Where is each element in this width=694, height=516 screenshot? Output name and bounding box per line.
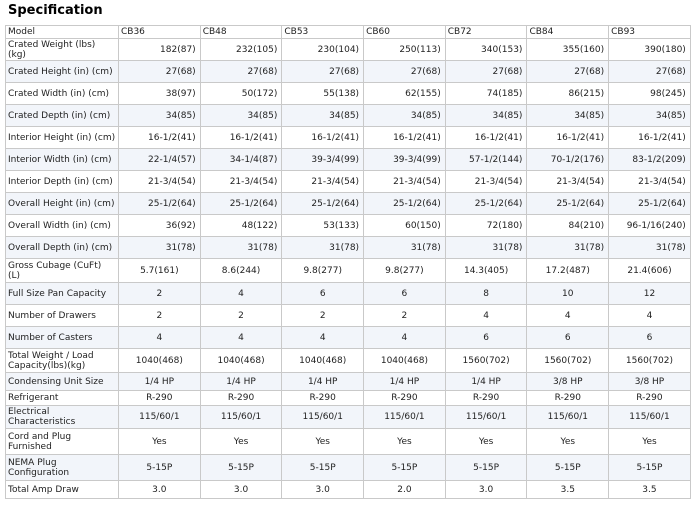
row-label: Full Size Pan Capacity [6, 283, 119, 305]
cell-value: 6 [609, 327, 691, 349]
cell-value: 34(85) [445, 105, 527, 127]
cell-value: 4 [609, 305, 691, 327]
cell-value: 1/4 HP [364, 373, 446, 391]
row-label: Condensing Unit Size [6, 373, 119, 391]
table-row [6, 39, 691, 61]
cell-value: 390(180) [609, 39, 691, 61]
cell-value: 2 [119, 305, 201, 327]
row-label: Cord and Plug Furnished [6, 429, 119, 455]
cell-value: 14.3(405) [445, 259, 527, 283]
cell-value: 1040(468) [200, 349, 282, 373]
header-model-6: CB84 [527, 26, 609, 39]
cell-value: 1560(702) [609, 349, 691, 373]
table-row [6, 215, 691, 237]
cell-value: 3.0 [119, 481, 201, 499]
cell-value: 5-15P [200, 455, 282, 481]
table-row [6, 61, 691, 83]
cell-value: 25-1/2(64) [445, 193, 527, 215]
cell-value: 3.5 [609, 481, 691, 499]
row-label: Total Weight / Load Capacity(lbs)(kg) [6, 349, 119, 373]
cell-value: 25-1/2(64) [527, 193, 609, 215]
cell-value: Yes [364, 429, 446, 455]
cell-value: 16-1/2(41) [364, 127, 446, 149]
cell-value: R-290 [200, 391, 282, 406]
table-row [6, 373, 691, 391]
cell-value: 34-1/4(87) [200, 149, 282, 171]
cell-value: 34(85) [527, 105, 609, 127]
cell-value: 115/60/1 [364, 406, 446, 429]
cell-value: 4 [527, 305, 609, 327]
cell-value: 21.4(606) [609, 259, 691, 283]
cell-value: 57-1/2(144) [445, 149, 527, 171]
cell-value: 4 [445, 305, 527, 327]
cell-value: 6 [364, 283, 446, 305]
cell-value: 182(87) [119, 39, 201, 61]
specification-table [5, 25, 691, 499]
cell-value: 60(150) [364, 215, 446, 237]
row-label: Gross Cubage (CuFt) (L) [6, 259, 119, 283]
cell-value: 31(78) [527, 237, 609, 259]
table-row [6, 237, 691, 259]
cell-value: 27(68) [609, 61, 691, 83]
cell-value: 34(85) [119, 105, 201, 127]
header-model-4: CB60 [364, 26, 446, 39]
cell-value: 27(68) [282, 61, 364, 83]
header-model-2: CB48 [200, 26, 282, 39]
header-model-label: Model [6, 26, 119, 39]
table-row [6, 127, 691, 149]
table-row [6, 455, 691, 481]
row-label: Interior Height (in) (cm) [6, 127, 119, 149]
header-row [6, 26, 691, 39]
table-row [6, 259, 691, 283]
cell-value: 31(78) [364, 237, 446, 259]
cell-value: 232(105) [200, 39, 282, 61]
cell-value: 9.8(277) [282, 259, 364, 283]
table-row [6, 429, 691, 455]
cell-value: R-290 [527, 391, 609, 406]
row-label: Interior Width (in) (cm) [6, 149, 119, 171]
cell-value: 4 [282, 327, 364, 349]
cell-value: 21-3/4(54) [527, 171, 609, 193]
cell-value: 25-1/2(64) [119, 193, 201, 215]
cell-value: 84(210) [527, 215, 609, 237]
cell-value: 6 [527, 327, 609, 349]
table-row [6, 105, 691, 127]
cell-value: 55(138) [282, 83, 364, 105]
cell-value: 3/8 HP [527, 373, 609, 391]
cell-value: 34(85) [364, 105, 446, 127]
row-label: Electrical Characteristics [6, 406, 119, 429]
cell-value: R-290 [609, 391, 691, 406]
header-model-5: CB72 [445, 26, 527, 39]
cell-value: 115/60/1 [119, 406, 201, 429]
cell-value: 86(215) [527, 83, 609, 105]
cell-value: Yes [445, 429, 527, 455]
cell-value: 36(92) [119, 215, 201, 237]
cell-value: 5.7(161) [119, 259, 201, 283]
cell-value: 16-1/2(41) [445, 127, 527, 149]
cell-value: 8.6(244) [200, 259, 282, 283]
cell-value: 2 [364, 305, 446, 327]
cell-value: Yes [119, 429, 201, 455]
header-model-3: CB53 [282, 26, 364, 39]
cell-value: 10 [527, 283, 609, 305]
cell-value: 2 [282, 305, 364, 327]
cell-value: 21-3/4(54) [364, 171, 446, 193]
cell-value: 27(68) [364, 61, 446, 83]
row-label: Overall Depth (in) (cm) [6, 237, 119, 259]
cell-value: 1/4 HP [282, 373, 364, 391]
cell-value: 115/60/1 [200, 406, 282, 429]
cell-value: 1040(468) [364, 349, 446, 373]
cell-value: Yes [527, 429, 609, 455]
cell-value: 31(78) [282, 237, 364, 259]
cell-value: Yes [609, 429, 691, 455]
cell-value: 27(68) [445, 61, 527, 83]
cell-value: 115/60/1 [445, 406, 527, 429]
cell-value: 17.2(487) [527, 259, 609, 283]
table-row [6, 149, 691, 171]
table-row [6, 283, 691, 305]
cell-value: 4 [200, 327, 282, 349]
cell-value: 48(122) [200, 215, 282, 237]
cell-value: 5-15P [282, 455, 364, 481]
cell-value: 4 [119, 327, 201, 349]
cell-value: 34(85) [282, 105, 364, 127]
cell-value: 5-15P [364, 455, 446, 481]
cell-value: 2 [119, 283, 201, 305]
cell-value: 4 [364, 327, 446, 349]
cell-value: 72(180) [445, 215, 527, 237]
cell-value: 25-1/2(64) [364, 193, 446, 215]
cell-value: 115/60/1 [527, 406, 609, 429]
cell-value: 230(104) [282, 39, 364, 61]
cell-value: R-290 [119, 391, 201, 406]
cell-value: 6 [282, 283, 364, 305]
cell-value: 21-3/4(54) [119, 171, 201, 193]
cell-value: 25-1/2(64) [282, 193, 364, 215]
row-label: Refrigerant [6, 391, 119, 406]
cell-value: 16-1/2(41) [119, 127, 201, 149]
cell-value: 3.5 [527, 481, 609, 499]
cell-value: 31(78) [200, 237, 282, 259]
table-row [6, 481, 691, 499]
row-label: Crated Height (in) (cm) [6, 61, 119, 83]
row-label: Overall Height (in) (cm) [6, 193, 119, 215]
cell-value: 1560(702) [527, 349, 609, 373]
table-row [6, 391, 691, 406]
cell-value: 34(85) [200, 105, 282, 127]
cell-value: 3.0 [445, 481, 527, 499]
cell-value: 1/4 HP [119, 373, 201, 391]
cell-value: 83-1/2(209) [609, 149, 691, 171]
cell-value: 1/4 HP [200, 373, 282, 391]
cell-value: 50(172) [200, 83, 282, 105]
cell-value: 25-1/2(64) [200, 193, 282, 215]
row-label: Crated Weight (lbs) (kg) [6, 39, 119, 61]
table-row [6, 83, 691, 105]
cell-value: 21-3/4(54) [609, 171, 691, 193]
cell-value: 115/60/1 [609, 406, 691, 429]
cell-value: 70-1/2(176) [527, 149, 609, 171]
row-label: Overall Width (in) (cm) [6, 215, 119, 237]
cell-value: 16-1/2(41) [527, 127, 609, 149]
cell-value: 38(97) [119, 83, 201, 105]
cell-value: R-290 [282, 391, 364, 406]
cell-value: 27(68) [119, 61, 201, 83]
cell-value: 3.0 [282, 481, 364, 499]
header-model-7: CB93 [609, 26, 691, 39]
row-label: Crated Width (in) (cm) [6, 83, 119, 105]
row-label: Number of Drawers [6, 305, 119, 327]
cell-value: 340(153) [445, 39, 527, 61]
cell-value: 5-15P [445, 455, 527, 481]
table-row [6, 327, 691, 349]
cell-value: 31(78) [445, 237, 527, 259]
cell-value: 74(185) [445, 83, 527, 105]
cell-value: 21-3/4(54) [200, 171, 282, 193]
row-label: Total Amp Draw [6, 481, 119, 499]
cell-value: 96-1/16(240) [609, 215, 691, 237]
cell-value: 3.0 [200, 481, 282, 499]
cell-value: 22-1/4(57) [119, 149, 201, 171]
cell-value: 25-1/2(64) [609, 193, 691, 215]
cell-value: 39-3/4(99) [364, 149, 446, 171]
cell-value: 1040(468) [119, 349, 201, 373]
row-label: NEMA Plug Configuration [6, 455, 119, 481]
row-label: Interior Depth (in) (cm) [6, 171, 119, 193]
cell-value: 31(78) [119, 237, 201, 259]
cell-value: R-290 [364, 391, 446, 406]
cell-value: 31(78) [609, 237, 691, 259]
row-label: Crated Depth (in) (cm) [6, 105, 119, 127]
cell-value: 1560(702) [445, 349, 527, 373]
cell-value: 98(245) [609, 83, 691, 105]
cell-value: 9.8(277) [364, 259, 446, 283]
cell-value: Yes [282, 429, 364, 455]
cell-value: 27(68) [527, 61, 609, 83]
table-row [6, 305, 691, 327]
table-row [6, 406, 691, 429]
cell-value: 2 [200, 305, 282, 327]
cell-value: 27(68) [200, 61, 282, 83]
row-label: Number of Casters [6, 327, 119, 349]
cell-value: 4 [200, 283, 282, 305]
cell-value: 34(85) [609, 105, 691, 127]
cell-value: 2.0 [364, 481, 446, 499]
cell-value: 5-15P [119, 455, 201, 481]
cell-value: 6 [445, 327, 527, 349]
cell-value: 8 [445, 283, 527, 305]
cell-value: 1040(468) [282, 349, 364, 373]
table-row [6, 171, 691, 193]
header-model-1: CB36 [119, 26, 201, 39]
page-title: Specification [8, 3, 103, 18]
cell-value: 16-1/2(41) [282, 127, 364, 149]
cell-value: 53(133) [282, 215, 364, 237]
cell-value: 12 [609, 283, 691, 305]
cell-value: 250(113) [364, 39, 446, 61]
cell-value: Yes [200, 429, 282, 455]
cell-value: 3/8 HP [609, 373, 691, 391]
cell-value: 16-1/2(41) [609, 127, 691, 149]
cell-value: 16-1/2(41) [200, 127, 282, 149]
cell-value: 115/60/1 [282, 406, 364, 429]
table-row [6, 193, 691, 215]
cell-value: R-290 [445, 391, 527, 406]
cell-value: 355(160) [527, 39, 609, 61]
cell-value: 21-3/4(54) [282, 171, 364, 193]
table-row [6, 349, 691, 373]
cell-value: 21-3/4(54) [445, 171, 527, 193]
cell-value: 5-15P [527, 455, 609, 481]
cell-value: 62(155) [364, 83, 446, 105]
cell-value: 1/4 HP [445, 373, 527, 391]
cell-value: 39-3/4(99) [282, 149, 364, 171]
cell-value: 5-15P [609, 455, 691, 481]
